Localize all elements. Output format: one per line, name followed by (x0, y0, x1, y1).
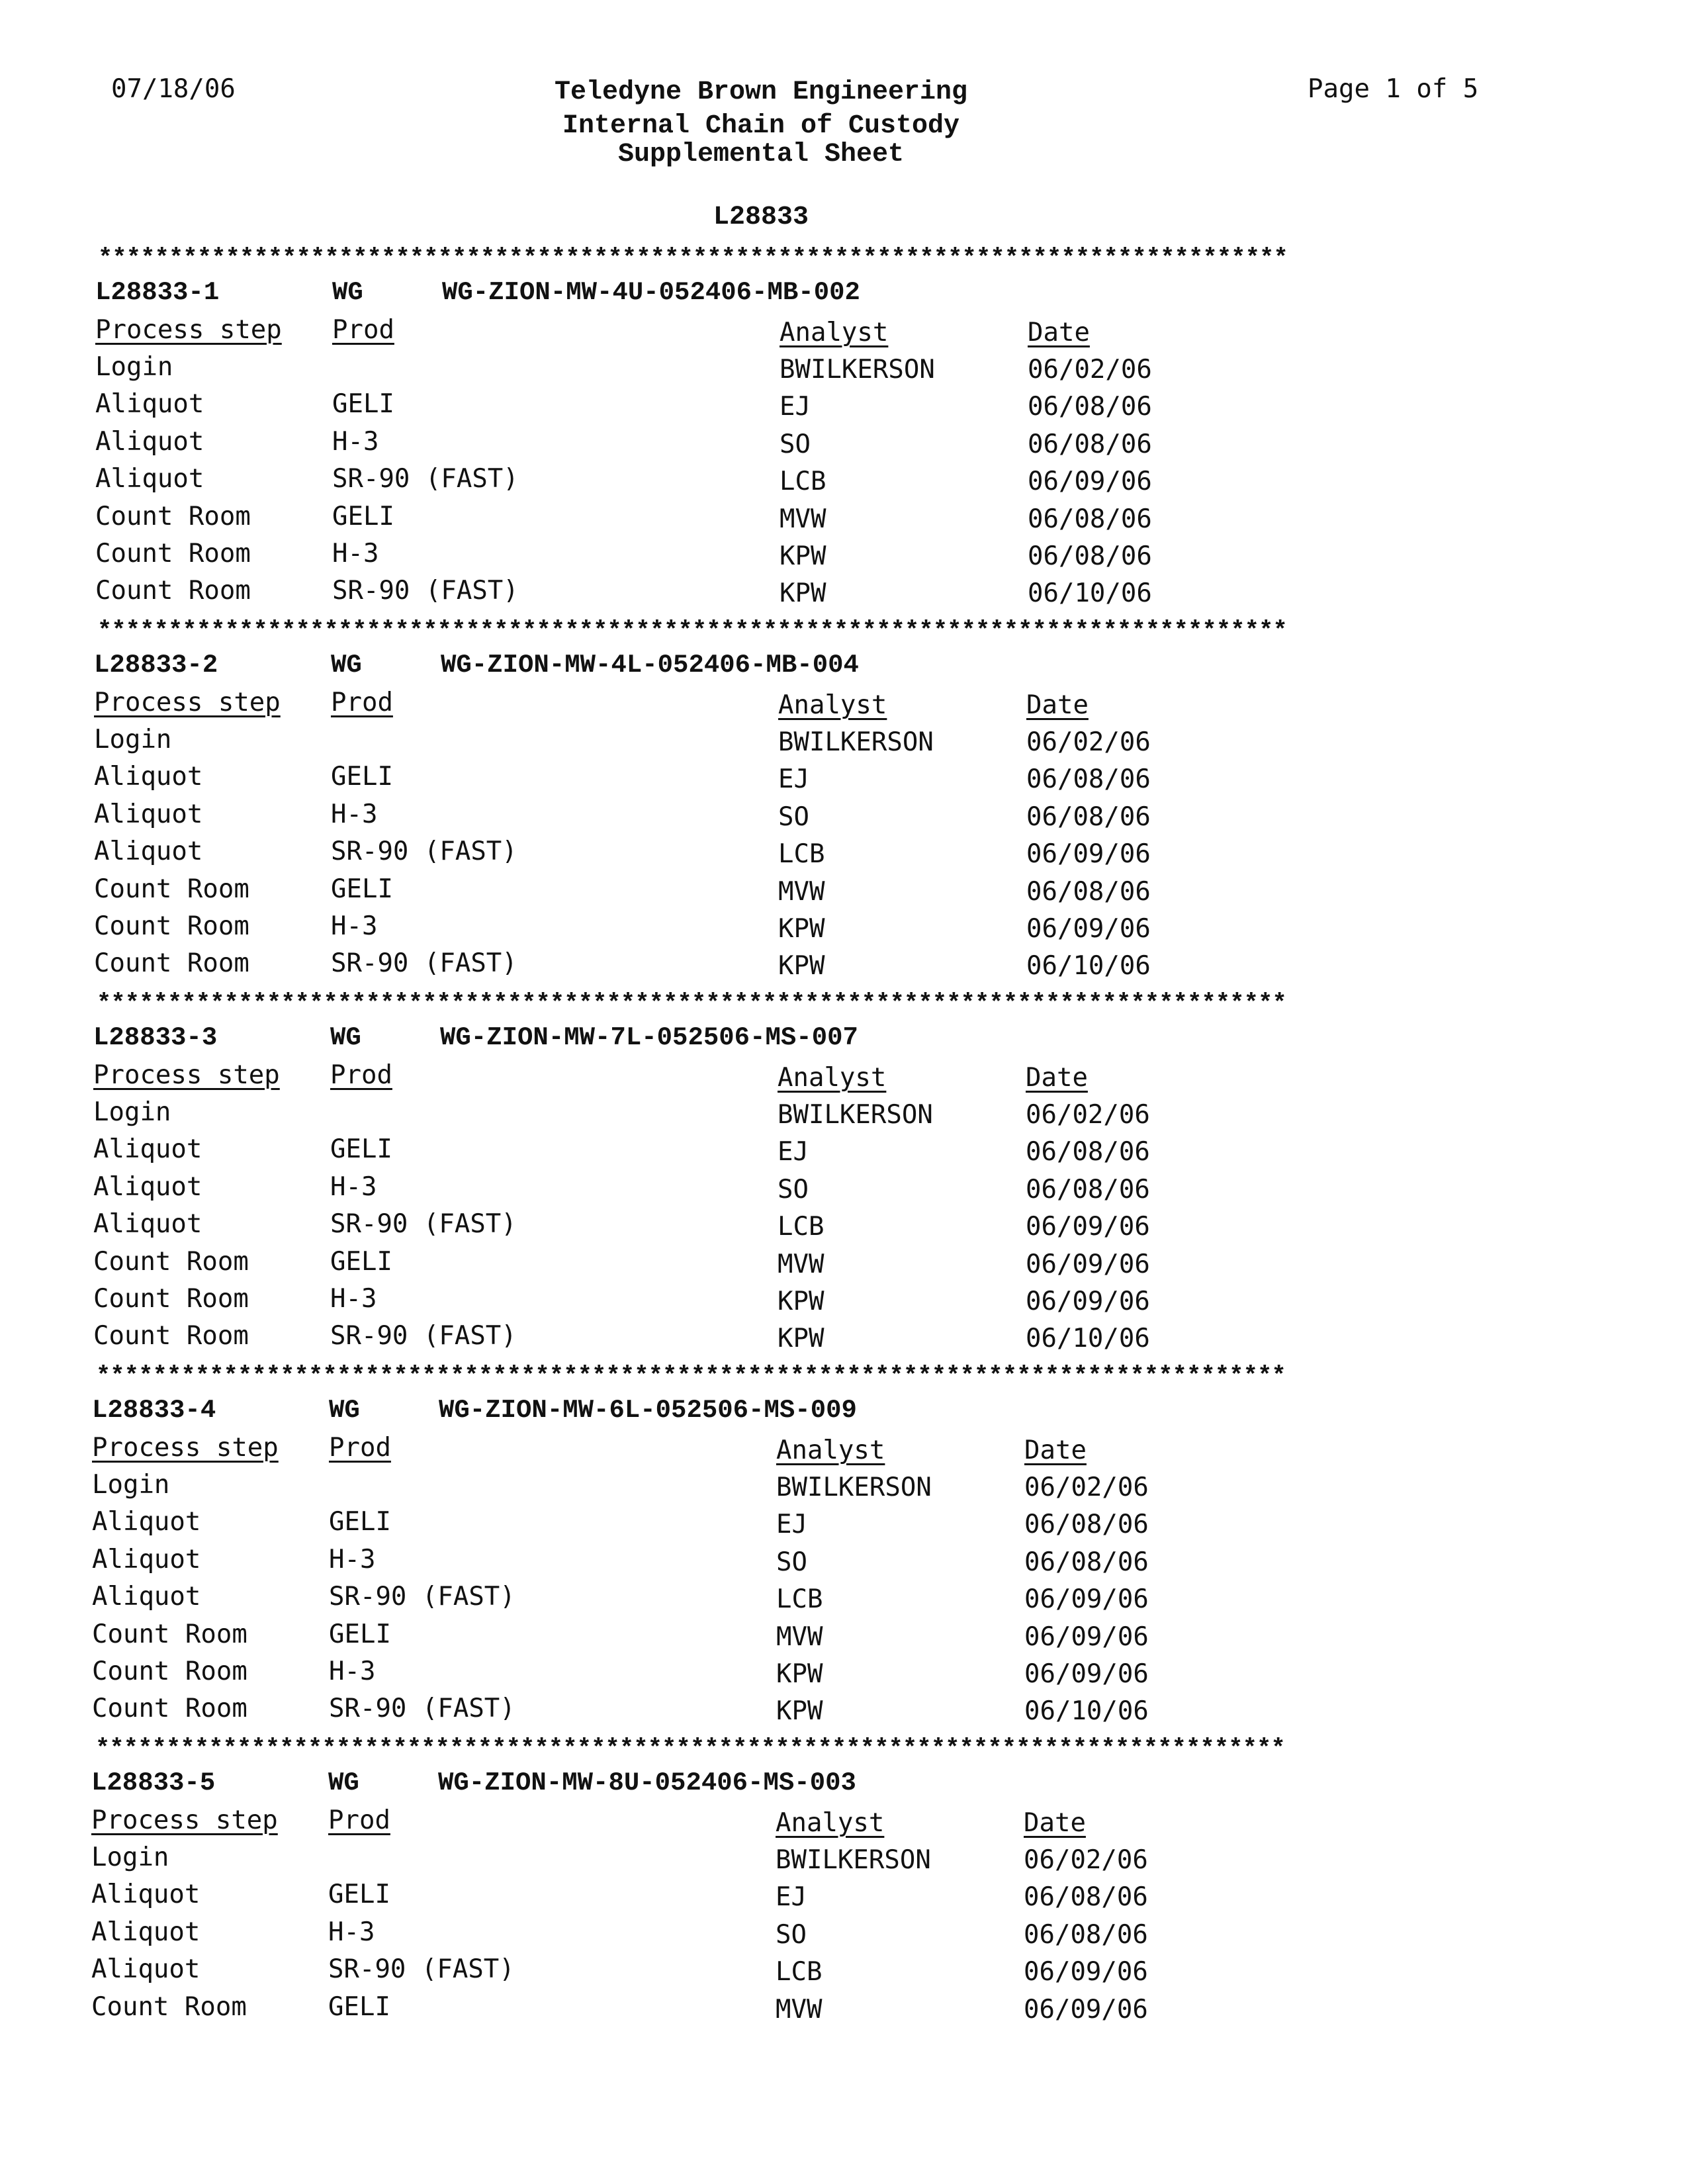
prod: SR-90 (FAST) (330, 1321, 517, 1351)
analyst: KPW (778, 1324, 825, 1353)
date: 06/09/06 (1024, 1995, 1148, 2025)
table-row (0, 1097, 1692, 1134)
analyst: MVW (778, 877, 825, 907)
process-step: Aliquot (95, 464, 204, 494)
analyst: SO (780, 430, 811, 459)
analyst: KPW (780, 541, 826, 571)
analyst: BWILKERSON (778, 1100, 933, 1130)
sample-id: L28833-5 (91, 1768, 216, 1797)
process-step: Login (95, 352, 173, 382)
table-row (0, 1507, 1691, 1544)
col-analyst: Analyst (780, 318, 889, 347)
table-row (0, 1694, 1691, 1731)
section-separator: ************************************************************************************ (97, 990, 1286, 1018)
analyst: KPW (778, 951, 825, 981)
process-step: Count Room (93, 1247, 249, 1277)
sample-matrix: WG (330, 1023, 361, 1052)
col-analyst: Analyst (776, 1435, 885, 1465)
analyst: SO (778, 802, 809, 832)
analyst: BWILKERSON (778, 727, 934, 757)
col-process-step: Process step (94, 688, 281, 717)
column-header (0, 315, 1694, 352)
table-row (0, 389, 1694, 426)
date: 06/09/06 (1024, 1659, 1149, 1689)
process-step: Count Room (92, 1619, 247, 1649)
date: 06/08/06 (1026, 802, 1151, 832)
sample-client-id: WG-ZION-MW-4L-052406-MB-004 (441, 651, 859, 680)
date: 06/09/06 (1024, 1584, 1149, 1614)
analyst: KPW (780, 578, 826, 608)
section-separator: ************************************************************************************ (95, 1735, 1285, 1763)
analyst: EJ (778, 1137, 809, 1167)
lot-number: L28833 (713, 203, 809, 232)
table-row (0, 799, 1693, 837)
process-step: Login (91, 1843, 169, 1872)
date: 06/02/06 (1026, 1100, 1150, 1130)
analyst: EJ (776, 1510, 807, 1539)
col-prod: Prod (329, 1433, 391, 1463)
analyst: KPW (778, 1287, 825, 1316)
process-step: Aliquot (95, 427, 204, 457)
date: 06/02/06 (1028, 355, 1152, 385)
prod: SR-90 (FAST) (331, 948, 517, 978)
date: 06/08/06 (1024, 1510, 1149, 1539)
table-row (0, 1134, 1692, 1171)
sample-header (0, 651, 1693, 688)
col-date: Date (1028, 318, 1090, 347)
col-analyst: Analyst (776, 1808, 885, 1838)
table-row (0, 1992, 1690, 2029)
column-header (0, 1805, 1690, 1843)
col-date: Date (1026, 690, 1089, 720)
process-step: Aliquot (94, 837, 203, 866)
prod: GELI (331, 762, 393, 792)
analyst: SO (778, 1175, 809, 1205)
table-row (0, 762, 1693, 799)
sample-matrix: WG (328, 1768, 359, 1797)
table-row (0, 1657, 1691, 1694)
analyst: MVW (778, 1250, 825, 1279)
date: 06/08/06 (1028, 430, 1152, 459)
process-step: Count Room (95, 539, 251, 569)
prod: SR-90 (FAST) (332, 464, 519, 494)
analyst: SO (776, 1920, 807, 1950)
date: 06/08/06 (1028, 392, 1152, 422)
col-analyst: Analyst (778, 1063, 887, 1093)
col-date: Date (1024, 1435, 1087, 1465)
table-row (0, 1284, 1692, 1321)
analyst: MVW (780, 504, 826, 534)
date: 06/08/06 (1026, 877, 1151, 907)
prod: GELI (329, 1507, 391, 1537)
process-step: Count Room (94, 911, 249, 941)
prod: H-3 (330, 1172, 377, 1202)
col-prod: Prod (332, 315, 394, 345)
date: 06/09/06 (1028, 467, 1152, 496)
process-step: Count Room (92, 1657, 247, 1686)
prod: SR-90 (FAST) (332, 576, 519, 606)
sample-id: L28833-4 (92, 1396, 216, 1425)
process-step: Aliquot (94, 762, 203, 792)
table-row (0, 725, 1693, 762)
prod: H-3 (332, 539, 379, 569)
page-number: Page 1 of 5 (1308, 74, 1479, 104)
date: 06/10/06 (1028, 578, 1152, 608)
col-process-step: Process step (92, 1433, 279, 1463)
analyst: LCB (776, 1584, 823, 1614)
prod: SR-90 (FAST) (329, 1582, 515, 1612)
prod: H-3 (331, 799, 378, 829)
sample-header (0, 1768, 1690, 1805)
process-step: Aliquot (93, 1134, 202, 1164)
section-separator: ************************************************************************************ (97, 617, 1287, 645)
prod: H-3 (329, 1657, 376, 1686)
col-process-step: Process step (95, 315, 282, 345)
date: 06/09/06 (1024, 1957, 1148, 1987)
process-step: Login (94, 725, 172, 754)
sample-header (0, 1396, 1691, 1433)
section-separator: ************************************************************************************ (96, 1363, 1286, 1390)
process-step: Aliquot (93, 1209, 202, 1239)
date: 06/02/06 (1024, 1473, 1149, 1502)
column-header (0, 688, 1693, 725)
table-row (0, 502, 1694, 539)
prod: GELI (330, 1134, 392, 1164)
prod: H-3 (332, 427, 379, 457)
prod: SR-90 (FAST) (330, 1209, 517, 1239)
table-row (0, 539, 1694, 576)
prod: H-3 (331, 911, 378, 941)
date: 06/08/06 (1026, 764, 1151, 794)
table-row (0, 1470, 1691, 1507)
date: 06/08/06 (1026, 1137, 1150, 1167)
analyst: KPW (776, 1659, 823, 1689)
date: 06/10/06 (1026, 1324, 1150, 1353)
table-row (0, 911, 1693, 948)
sample-client-id: WG-ZION-MW-8U-052406-MS-003 (438, 1768, 856, 1797)
col-prod: Prod (331, 688, 393, 717)
prod: SR-90 (FAST) (328, 1954, 515, 1984)
col-date: Date (1024, 1808, 1086, 1838)
analyst: LCB (780, 467, 826, 496)
process-step: Count Room (94, 948, 249, 978)
sample-id: L28833-3 (93, 1023, 218, 1052)
table-row (0, 427, 1694, 464)
sample-id: L28833-1 (95, 278, 220, 307)
col-process-step: Process step (93, 1060, 280, 1090)
col-prod: Prod (330, 1060, 392, 1090)
table-row (0, 1843, 1690, 1880)
analyst: LCB (778, 839, 825, 869)
document-subtitle: Supplemental Sheet (617, 140, 905, 169)
analyst: KPW (778, 914, 825, 944)
date: 06/08/06 (1024, 1547, 1149, 1577)
process-step: Aliquot (93, 1172, 202, 1202)
process-step: Count Room (93, 1284, 249, 1314)
analyst: EJ (780, 392, 811, 422)
prod: GELI (330, 1247, 392, 1277)
sample-client-id: WG-ZION-MW-4U-052406-MB-002 (442, 278, 860, 307)
sample-id: L28833-2 (94, 651, 218, 680)
date: 06/08/06 (1026, 1175, 1150, 1205)
sample-header (0, 1023, 1692, 1060)
process-step: Aliquot (91, 1917, 201, 1947)
date: 06/09/06 (1026, 1287, 1150, 1316)
col-analyst: Analyst (778, 690, 887, 720)
analyst: BWILKERSON (776, 1845, 931, 1875)
section-separator: ************************************************************************************ (98, 245, 1288, 273)
prod: GELI (328, 1880, 390, 1909)
prod: H-3 (329, 1545, 376, 1574)
sample-header (0, 278, 1694, 315)
date: 06/09/06 (1026, 839, 1151, 869)
process-step: Count Room (91, 1992, 247, 2022)
table-row (0, 1582, 1691, 1619)
process-step: Aliquot (94, 799, 203, 829)
process-step: Count Room (94, 874, 249, 904)
date: 06/02/06 (1026, 727, 1151, 757)
analyst: SO (776, 1547, 807, 1577)
process-step: Count Room (92, 1694, 247, 1723)
table-row (0, 464, 1694, 501)
sample-client-id: WG-ZION-MW-7L-052506-MS-007 (440, 1023, 858, 1052)
analyst: MVW (776, 1995, 823, 2025)
table-row (0, 576, 1694, 613)
sample-matrix: WG (332, 278, 363, 307)
prod: GELI (331, 874, 393, 904)
prod: SR-90 (FAST) (329, 1694, 515, 1723)
sample-client-id: WG-ZION-MW-6L-052506-MS-009 (439, 1396, 857, 1425)
analyst: MVW (776, 1622, 823, 1652)
table-row (0, 1917, 1690, 1954)
date: 06/09/06 (1026, 1250, 1150, 1279)
process-step: Aliquot (92, 1545, 201, 1574)
date: 06/02/06 (1024, 1845, 1148, 1875)
process-step: Count Room (93, 1321, 249, 1351)
analyst: LCB (778, 1212, 825, 1242)
table-row (0, 1172, 1692, 1209)
table-row (0, 1247, 1692, 1284)
process-step: Aliquot (92, 1507, 201, 1537)
process-step: Login (93, 1097, 171, 1127)
sample-matrix: WG (331, 651, 362, 680)
sample-matrix: WG (329, 1396, 360, 1425)
analyst: EJ (776, 1882, 807, 1912)
table-row (0, 1954, 1690, 1991)
process-step: Aliquot (91, 1880, 201, 1909)
prod: GELI (332, 502, 394, 531)
analyst: BWILKERSON (780, 355, 935, 385)
table-row (0, 948, 1693, 985)
date: 06/08/06 (1024, 1920, 1148, 1950)
table-row (0, 352, 1694, 389)
prod: H-3 (330, 1284, 377, 1314)
table-row (0, 1880, 1690, 1917)
table-row (0, 837, 1693, 874)
analyst: KPW (776, 1696, 823, 1726)
process-step: Count Room (95, 576, 251, 606)
date: 06/10/06 (1026, 951, 1151, 981)
date: 06/09/06 (1026, 914, 1151, 944)
company-title: Teledyne Brown Engineering (554, 77, 968, 107)
col-process-step: Process step (91, 1805, 278, 1835)
table-row (0, 1545, 1691, 1582)
column-header (0, 1433, 1691, 1470)
date: 06/09/06 (1024, 1622, 1149, 1652)
prod: GELI (328, 1992, 390, 2022)
document-title: Internal Chain of Custody (562, 111, 960, 141)
date: 06/08/06 (1024, 1882, 1148, 1912)
column-header (0, 1060, 1692, 1097)
analyst: LCB (776, 1957, 823, 1987)
process-step: Login (92, 1470, 170, 1500)
prod: GELI (329, 1619, 391, 1649)
date: 06/08/06 (1028, 504, 1152, 534)
date: 06/09/06 (1026, 1212, 1150, 1242)
col-prod: Prod (328, 1805, 390, 1835)
process-step: Aliquot (95, 389, 204, 419)
col-date: Date (1026, 1063, 1088, 1093)
date: 06/08/06 (1028, 541, 1152, 571)
table-row (0, 1209, 1692, 1246)
analyst: BWILKERSON (776, 1473, 932, 1502)
report-date: 07/18/06 (111, 74, 236, 104)
prod: GELI (332, 389, 394, 419)
table-row (0, 1619, 1691, 1657)
prod: SR-90 (FAST) (331, 837, 517, 866)
analyst: EJ (778, 764, 809, 794)
process-step: Aliquot (91, 1954, 201, 1984)
date: 06/10/06 (1024, 1696, 1149, 1726)
table-row (0, 1321, 1692, 1358)
table-row (0, 874, 1693, 911)
process-step: Count Room (95, 502, 251, 531)
prod: H-3 (328, 1917, 375, 1947)
process-step: Aliquot (92, 1582, 201, 1612)
